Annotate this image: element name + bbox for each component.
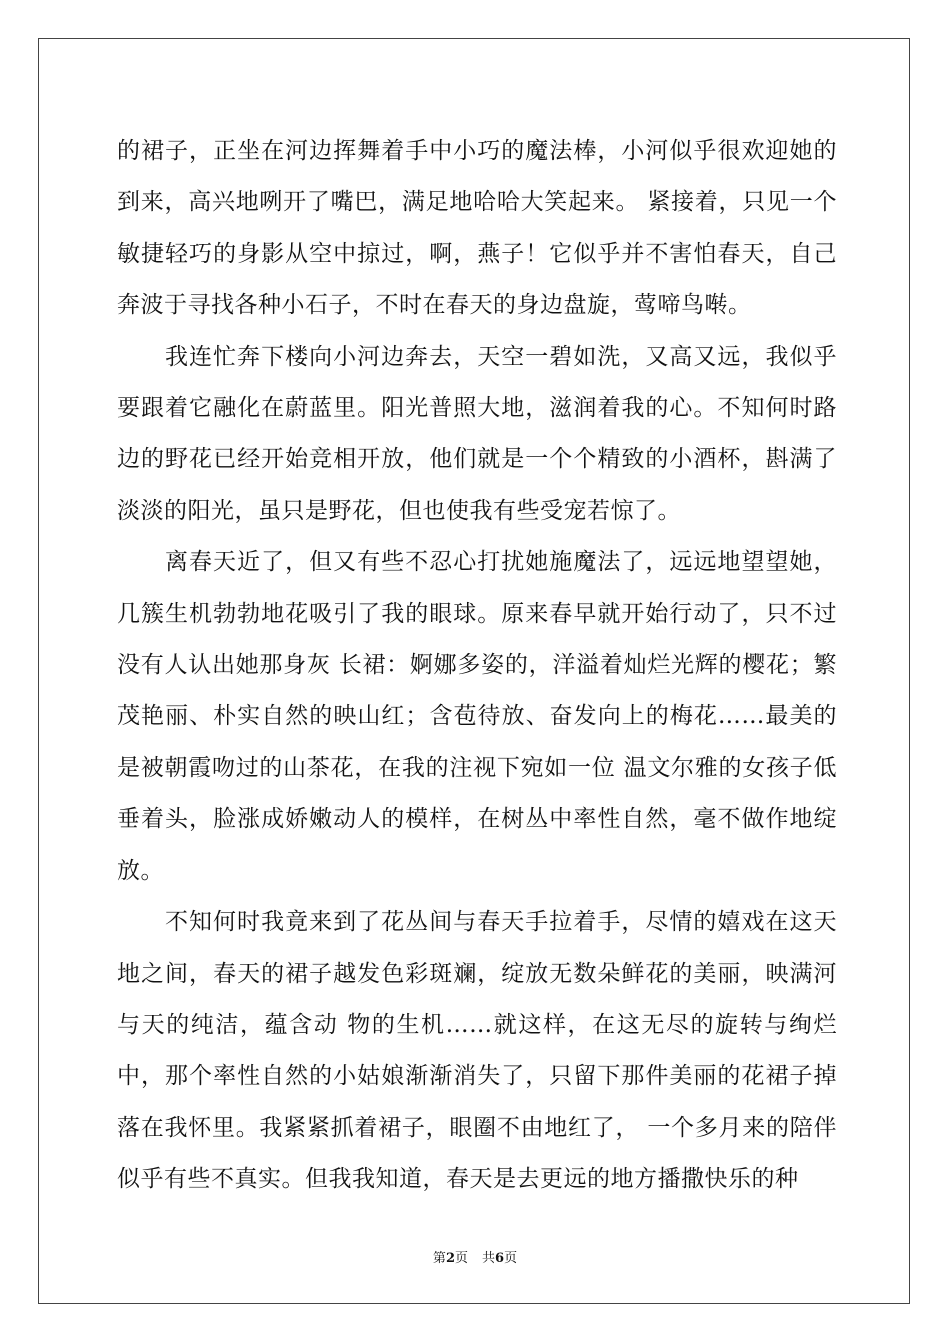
paragraph-2: 我连忙奔下楼向小河边奔去，天空一碧如洗，又高又远，我似乎要跟着它融化在蔚蓝里。阳光普照大地，滋润着我的心。不知何时路边的野花已经开始竞相开放，他们就是一个个精致的小酒杯，斟满了淡淡的阳光，虽只是野花，但也使我有些受宠若惊了。	[117, 343, 837, 524]
document-body	[117, 126, 837, 1206]
paragraph-1: 的裙子，正坐在河边挥舞着手中小巧的魔法棒，小河似乎很欢迎她的到来，高兴地咧开了嘴巴，满足地哈哈大笑起来。 紧接着，只见一个敏捷轻巧的身影从空中掠过，啊，燕子！它似乎并不害怕春天，自己奔波于寻找各种小石子，不时在春天的身边盘旋，莺啼鸟啭。	[117, 138, 837, 319]
total-prefix: 共	[482, 1251, 496, 1266]
page-number: 2	[445, 1251, 455, 1266]
page-footer	[0, 1247, 950, 1266]
page-suffix: 页	[454, 1251, 468, 1266]
paragraph-4: 不知何时我竟来到了花丛间与春天手拉着手，尽情的嬉戏在这天地之间，春天的裙子越发色彩斑斓，绽放无数朵鲜花的美丽，映满河与天的纯洁，蕴含动 物的生机……就这样，在这无尽的旋转与绚烂中，那个率性自然的小姑娘渐渐消失了，只留下那件美丽的花裙子掉落在我怀里。我紧紧抓着裙子，眼圈不由地红了， 一个多月来的陪伴似乎有些不真实。但我我知道，春天是去更远的地方播撒快乐的种	[117, 909, 837, 1193]
total-suffix: 页	[504, 1251, 518, 1266]
page-prefix: 第	[432, 1251, 446, 1266]
paragraph-3: 离春天近了，但又有些不忍心打扰她施魔法了，远远地望望她，几簇生机勃勃地花吸引了我的眼球。原来春早就开始行动了，只不过没有人认出她那身灰 长裙：婀娜多姿的，洋溢着灿烂光辉的樱花；繁茂艳丽、朴实自然的映山红；含苞待放、奋发向上的梅花……最美的是被朝霞吻过的山茶花，在我的注视下宛如一位 温文尔雅的女孩子低垂着头，脸涨成娇嫩动人的模样，在树丛中率性自然，毫不做作地绽放。	[117, 549, 837, 884]
total-pages: 6	[495, 1251, 505, 1266]
